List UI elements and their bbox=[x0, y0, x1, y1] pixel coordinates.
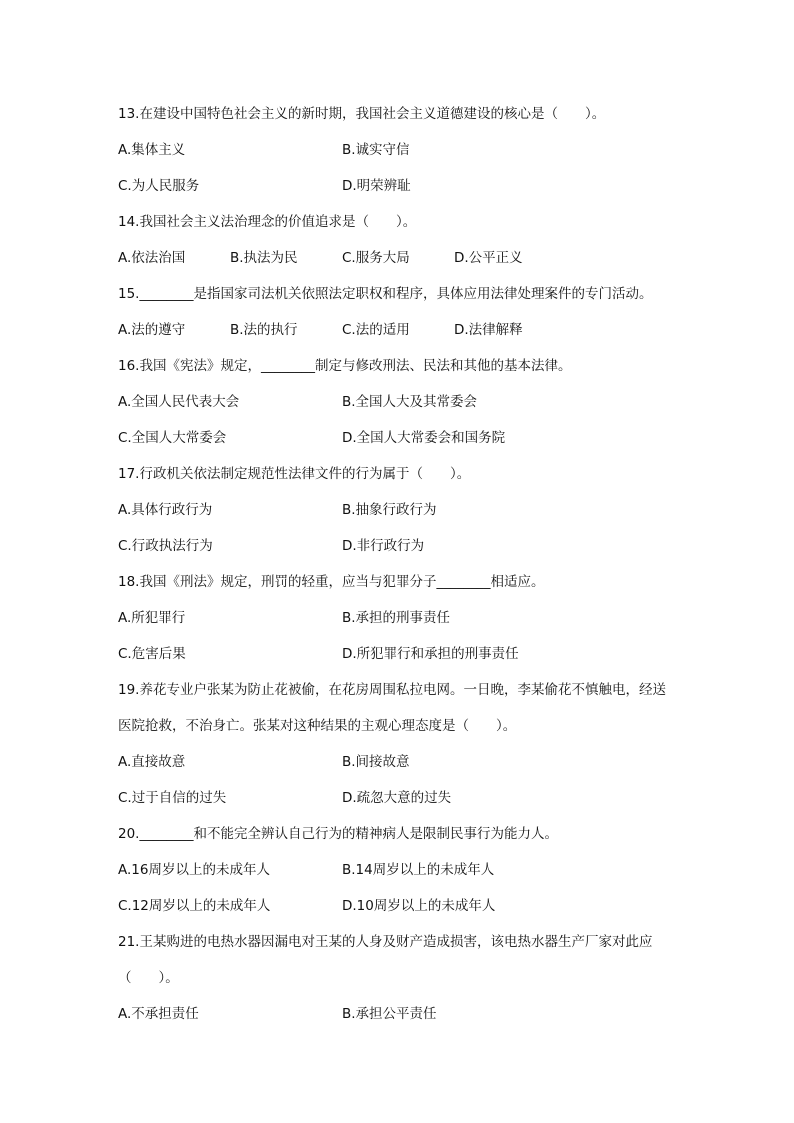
question-19-option-a: A.直接故意 bbox=[118, 754, 186, 770]
question-21-option-a: A.不承担责任 bbox=[118, 1006, 199, 1022]
question-14-stem: 14.我国社会主义法治理念的价值追求是（ ）。 bbox=[118, 214, 417, 230]
question-13-option-b: B.诚实守信 bbox=[342, 142, 410, 158]
question-17-option-b: B.抽象行政行为 bbox=[342, 502, 437, 518]
question-17-option-c: C.行政执法行为 bbox=[118, 538, 213, 554]
question-15-option-d: D.法律解释 bbox=[454, 322, 523, 338]
question-16-stem: 16.我国《宪法》规定，________制定与修改刑法、民法和其他的基本法律。 bbox=[118, 358, 572, 374]
question-15-stem: 15.________是指国家司法机关依照法定职权和程序，具体应用法律处理案件的专门活动。 bbox=[118, 286, 653, 302]
question-20-option-c: C.12周岁以上的未成年人 bbox=[118, 898, 271, 914]
question-13-option-d: D.明荣辨耻 bbox=[342, 178, 411, 194]
question-16-option-a: A.全国人民代表大会 bbox=[118, 394, 240, 410]
question-14-option-c: C.服务大局 bbox=[342, 250, 410, 266]
question-13-option-a: A.集体主义 bbox=[118, 142, 186, 158]
question-19-option-b: B.间接故意 bbox=[342, 754, 410, 770]
question-13-option-c: C.为人民服务 bbox=[118, 178, 200, 194]
question-18-option-b: B.承担的刑事责任 bbox=[342, 610, 451, 626]
question-20-stem: 20.________和不能完全辨认自己行为的精神病人是限制民事行为能力人。 bbox=[118, 826, 558, 842]
question-16-option-b: B.全国人大及其常委会 bbox=[342, 394, 478, 410]
question-14-option-d: D.公平正义 bbox=[454, 250, 523, 266]
question-14-option-a: A.依法治国 bbox=[118, 250, 186, 266]
question-19-stem: 19.养花专业户张某为防止花被偷，在花房周围私拉电网。一日晚，李某偷花不慎触电，经送医院抢救，不治身亡。张某对这种结果的主观心理态度是（ ）。 bbox=[118, 682, 666, 734]
question-18-option-a: A.所犯罪行 bbox=[118, 610, 186, 626]
question-21-stem: 21.王某购进的电热水器因漏电对王某的人身及财产造成损害，该电热水器生产厂家对此应（ ）。 bbox=[118, 934, 653, 986]
question-14-option-b: B.执法为民 bbox=[230, 250, 298, 266]
question-19-option-c: C.过于自信的过失 bbox=[118, 790, 227, 806]
question-20-option-a: A.16周岁以上的未成年人 bbox=[118, 862, 270, 878]
question-18-option-d: D.所犯罪行和承担的刑事责任 bbox=[342, 646, 519, 662]
question-18-stem: 18.我国《刑法》规定，刑罚的轻重，应当与犯罪分子________相适应。 bbox=[118, 574, 545, 590]
question-20-option-b: B.14周岁以上的未成年人 bbox=[342, 862, 495, 878]
question-21-option-b: B.承担公平责任 bbox=[342, 1006, 437, 1022]
question-16-option-d: D.全国人大常委会和国务院 bbox=[342, 430, 506, 446]
question-15-option-b: B.法的执行 bbox=[230, 322, 298, 338]
question-20-option-d: D.10周岁以上的未成年人 bbox=[342, 898, 496, 914]
question-15-option-c: C.法的适用 bbox=[342, 322, 410, 338]
question-13-stem: 13.在建设中国特色社会主义的新时期，我国社会主义道德建设的核心是（ ）。 bbox=[118, 106, 606, 122]
question-15-option-a: A.法的遵守 bbox=[118, 322, 186, 338]
question-17-option-a: A.具体行政行为 bbox=[118, 502, 213, 518]
question-16-option-c: C.全国人大常委会 bbox=[118, 430, 227, 446]
question-19-option-d: D.疏忽大意的过失 bbox=[342, 790, 452, 806]
question-18-option-c: C.危害后果 bbox=[118, 646, 186, 662]
question-17-option-d: D.非行政行为 bbox=[342, 538, 425, 554]
question-17-stem: 17.行政机关依法制定规范性法律文件的行为属于（ ）。 bbox=[118, 466, 471, 482]
